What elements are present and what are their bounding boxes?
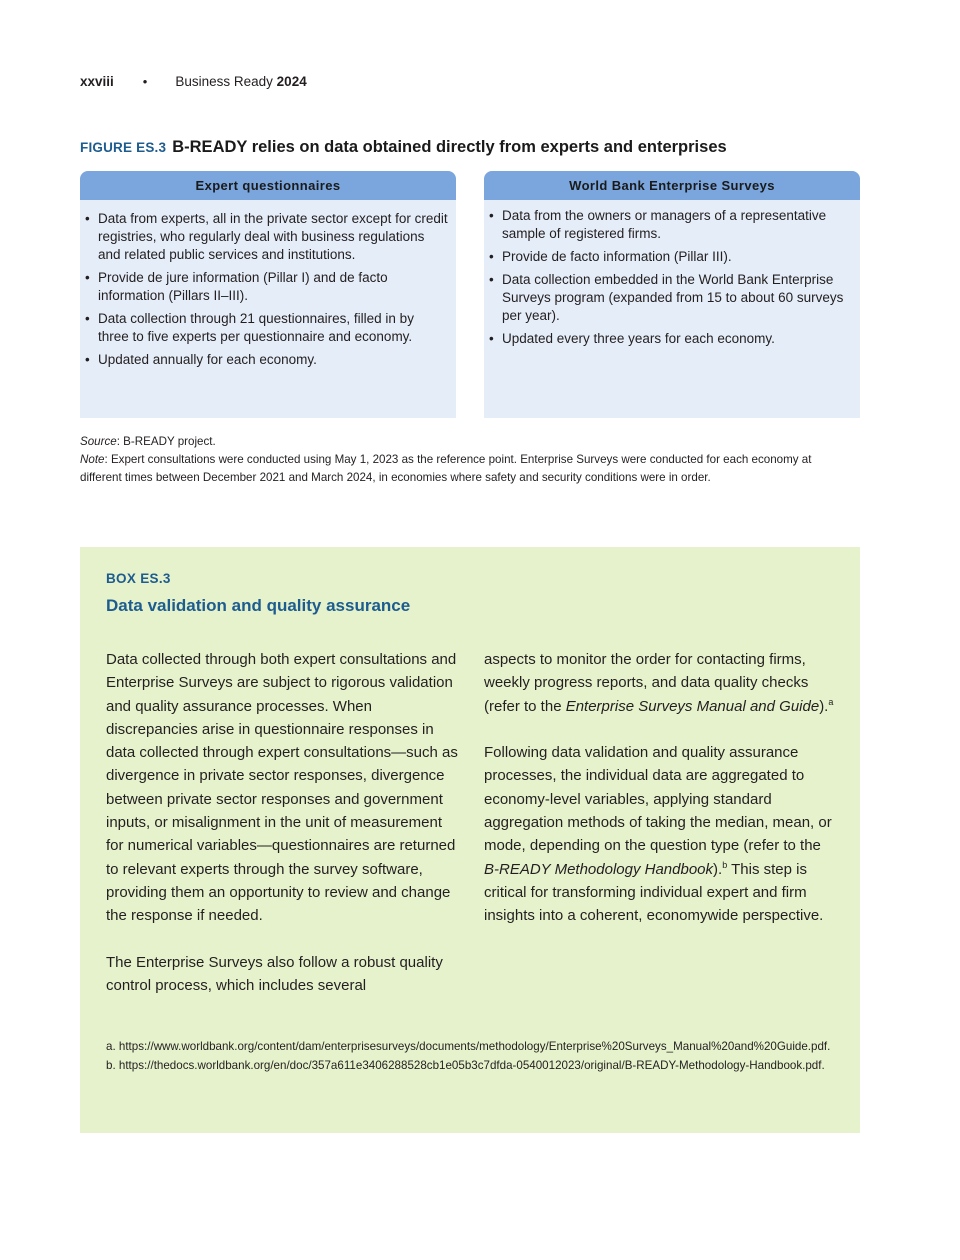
box-footnotes bbox=[106, 1038, 846, 1075]
box-title: Data validation and quality assurance bbox=[106, 596, 411, 615]
box-column-left bbox=[106, 648, 462, 1021]
figure-source-notes bbox=[80, 433, 840, 487]
box-es3 bbox=[80, 547, 860, 1133]
running-head bbox=[80, 74, 307, 89]
panel-list bbox=[484, 200, 860, 348]
publication-year: 2024 bbox=[276, 74, 307, 89]
source-label: Source bbox=[80, 435, 117, 448]
note-line bbox=[80, 451, 840, 487]
publication-name: Business Ready bbox=[175, 74, 273, 89]
list-item: • Data collection embedded in the World Bank Enterprise Surveys program (expanded from 15 to about 60 surveys per year). bbox=[489, 271, 852, 325]
footnote-a: a. https://www.worldbank.org/content/dam/enterprisesurveys/documents/methodology/Enterprise%20Surveys_Manual%20and%20Guide.pdf. bbox=[106, 1040, 831, 1053]
source-text: : B-READY project. bbox=[116, 435, 216, 448]
figure-title-text: B-READY relies on data obtained directly from experts and enterprises bbox=[172, 138, 727, 156]
source-line bbox=[80, 433, 840, 451]
box-label: BOX ES.3 bbox=[106, 571, 171, 586]
paragraph bbox=[484, 648, 840, 718]
text-run: ). bbox=[819, 697, 829, 715]
footnote-b: b. https://thedocs.worldbank.org/en/doc/357a611e3406288528cb1e05b3c7dfda-0540012023/original/B-READY-Methodology-Handbook.pdf. bbox=[106, 1058, 825, 1072]
note-label: Note bbox=[80, 453, 105, 466]
figure-label: FIGURE ES.3 bbox=[80, 140, 167, 155]
list-item: • Provide de jure information (Pillar I) and de facto information (Pillars II–III). bbox=[85, 269, 448, 305]
paragraph: The Enterprise Surveys also follow a robust quality control process, which includes several bbox=[106, 953, 443, 995]
box-column-right bbox=[484, 648, 840, 951]
list-item: • Updated every three years for each economy. bbox=[489, 330, 852, 348]
list-item: • Provide de facto information (Pillar III). bbox=[489, 248, 852, 266]
list-item: • Data from the owners or managers of a representative sample of registered firms. bbox=[489, 207, 852, 243]
handbook-title: B-READY Methodology Handbook bbox=[484, 860, 714, 878]
paragraph: Data collected through both expert consultations and Enterprise Surveys are subject to rigorous validation and quality assurance processes. When discrepancies arise in questionnaire responses in data collected through expert consultations—such as divergence in private sector responses, divergence between private sector responses and government inputs, or misalignment in the unit of measurement for numerical variables—questionnaires are returned to relevant experts through the survey software, providing them an opportunity to review and change the response if needed. bbox=[106, 651, 458, 925]
text-run: This step is critical for transforming individual expert and firm insights into a coherent, economywide perspective. bbox=[484, 860, 824, 925]
paragraph bbox=[484, 741, 840, 927]
enterprise-surveys-panel bbox=[484, 171, 860, 418]
panel-list bbox=[80, 200, 456, 369]
expert-questionnaires-panel bbox=[80, 171, 456, 418]
figure-title bbox=[80, 138, 880, 157]
panel-heading: Expert questionnaires bbox=[80, 171, 456, 200]
note-text: : Expert consultations were conducted using May 1, 2023 as the reference point. Enterprise Surveys were conducted for each economy at different times between December 2021 and March 2024, in economies where safety and security conditions were in order. bbox=[80, 453, 812, 484]
list-item: • Updated annually for each economy. bbox=[85, 351, 448, 369]
list-item: • Data collection through 21 questionnaires, filled in by three to five experts per questionnaire and economy. bbox=[85, 310, 448, 346]
list-item: • Data from experts, all in the private sector except for credit registries, who regularly deal with business regulations and related public services and institutions. bbox=[85, 210, 448, 264]
page-number: xxviii bbox=[80, 74, 114, 89]
text-run: Following data validation and quality assurance processes, the individual data are aggregated to economy-level variables, applying standard aggregation methods of taking the median, mean, or mode, depending on the question type (refer to the bbox=[484, 744, 832, 855]
header-bullet: • bbox=[142, 74, 148, 89]
footnote-ref-b: b bbox=[722, 859, 728, 870]
text-run: ). bbox=[713, 860, 723, 878]
manual-title: Enterprise Surveys Manual and Guide bbox=[565, 697, 820, 715]
panel-heading: World Bank Enterprise Surveys bbox=[484, 171, 860, 200]
footnote-ref-a: a bbox=[828, 696, 834, 707]
text-run: aspects to monitor the order for contacting firms, weekly progress reports, and data quality checks (refer to the bbox=[484, 651, 809, 715]
